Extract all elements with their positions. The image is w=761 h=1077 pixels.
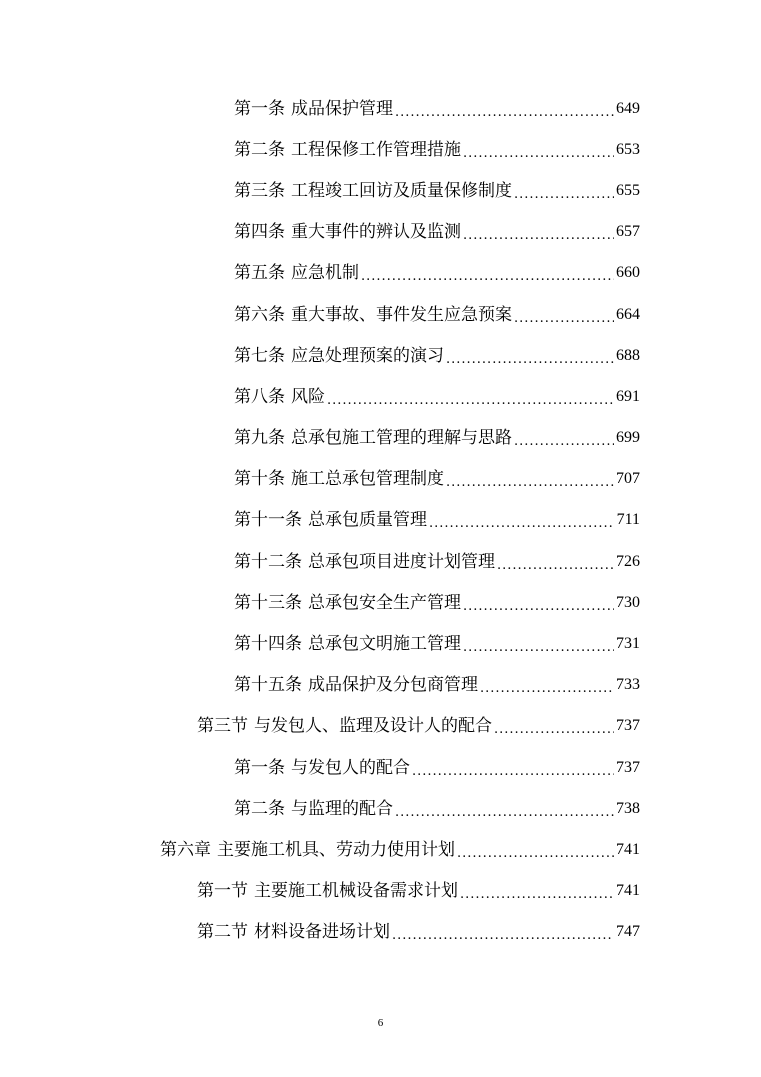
dot-leader — [463, 597, 614, 617]
toc-entry-page: 660 — [616, 264, 640, 282]
dot-leader — [395, 103, 614, 123]
toc-entry-title: 主要施工机具、劳动力使用计划 — [217, 839, 455, 860]
toc-entry-title: 材料设备进场计划 — [254, 922, 390, 943]
toc-entry-page: 730 — [616, 593, 640, 611]
dot-leader — [463, 144, 614, 164]
dot-leader — [412, 762, 614, 782]
toc-entry — [234, 335, 640, 376]
toc-entry-title: 施工总承包管理制度 — [291, 469, 444, 490]
toc-entry-page: 707 — [616, 470, 640, 488]
toc-entry-page: 737 — [616, 717, 640, 735]
toc-entry-number: 第六条 — [234, 304, 285, 325]
toc-entry — [234, 788, 640, 829]
dot-leader — [429, 514, 615, 534]
toc-entry-number: 第二节 — [197, 922, 248, 943]
toc-entry-page: 657 — [616, 223, 640, 241]
toc-entry-number: 第二条 — [234, 798, 285, 819]
toc-entry-number: 第十四条 — [234, 634, 302, 655]
toc-entry-page: 733 — [616, 676, 640, 694]
toc-entry-number: 第一条 — [234, 757, 285, 778]
toc-entry — [234, 623, 640, 664]
dot-leader — [446, 473, 614, 493]
toc-entry-title: 总承包文明施工管理 — [308, 634, 461, 655]
toc-entry-page: 691 — [616, 387, 640, 405]
toc-entry — [234, 376, 640, 417]
dot-leader — [395, 803, 614, 823]
toc-entry-title: 应急处理预案的演习 — [291, 345, 444, 366]
toc-entry — [234, 459, 640, 500]
dot-leader — [514, 432, 614, 452]
dot-leader — [463, 226, 614, 246]
toc-entry-number: 第五条 — [234, 263, 285, 284]
toc-entry-title: 与发包人的配合 — [291, 757, 410, 778]
toc-entry — [234, 170, 640, 211]
dot-leader — [514, 185, 614, 205]
toc-entry-title: 成品保护及分包商管理 — [308, 675, 478, 696]
toc-entry-title: 总承包施工管理的理解与思路 — [291, 428, 512, 449]
dot-leader — [494, 720, 614, 740]
dot-leader — [446, 350, 614, 370]
toc-entry-number: 第九条 — [234, 428, 285, 449]
toc-entry — [197, 706, 640, 747]
toc-entry-number: 第十二条 — [234, 551, 302, 572]
dot-leader — [514, 309, 614, 329]
toc-entry-title: 工程保修工作管理措施 — [291, 139, 461, 160]
toc-entry — [234, 500, 640, 541]
toc-entry-number: 第十条 — [234, 469, 285, 490]
toc-entry — [234, 212, 640, 253]
toc-entry — [234, 747, 640, 788]
table-of-contents — [0, 88, 761, 953]
toc-entry-number: 第十一条 — [234, 510, 302, 531]
page-number: 6 — [377, 1017, 384, 1029]
toc-entry-title: 风险 — [291, 386, 325, 407]
toc-entry-number: 第二条 — [234, 139, 285, 160]
dot-leader — [460, 885, 614, 905]
toc-entry-title: 应急机制 — [291, 263, 359, 284]
toc-entry-number: 第一节 — [197, 881, 248, 902]
toc-entry-number: 第六章 — [160, 839, 211, 860]
toc-entry-page: 655 — [616, 181, 640, 199]
toc-entry — [234, 541, 640, 582]
toc-entry-number: 第三条 — [234, 180, 285, 201]
toc-entry — [234, 418, 640, 459]
toc-entry-page: 653 — [616, 140, 640, 158]
toc-entry-page: 737 — [616, 758, 640, 776]
toc-entry-number: 第一条 — [234, 98, 285, 119]
dot-leader — [392, 926, 614, 946]
dot-leader — [480, 679, 614, 699]
toc-entry-title: 主要施工机械设备需求计划 — [254, 881, 458, 902]
dot-leader — [497, 556, 614, 576]
toc-entry-title: 与发包人、监理及设计人的配合 — [254, 716, 492, 737]
toc-entry — [160, 829, 640, 870]
toc-entry-number: 第十三条 — [234, 592, 302, 613]
toc-entry-number: 第十五条 — [234, 675, 302, 696]
toc-entry — [197, 871, 640, 912]
toc-entry-page: 664 — [616, 305, 640, 323]
toc-entry — [234, 253, 640, 294]
toc-entry-number: 第八条 — [234, 386, 285, 407]
toc-entry-page: 731 — [616, 635, 640, 653]
toc-entry — [234, 129, 640, 170]
toc-entry-title: 成品保护管理 — [291, 98, 393, 119]
toc-entry — [197, 912, 640, 953]
toc-entry-page: 741 — [616, 882, 640, 900]
toc-entry-page: 699 — [616, 429, 640, 447]
dot-leader — [361, 267, 614, 287]
toc-entry — [234, 88, 640, 129]
toc-entry — [234, 294, 640, 335]
toc-entry-title: 重大事故、事件发生应急预案 — [291, 304, 512, 325]
toc-entry-number: 第四条 — [234, 222, 285, 243]
toc-entry — [234, 665, 640, 706]
dot-leader — [457, 844, 614, 864]
toc-entry-number: 第七条 — [234, 345, 285, 366]
toc-entry-number: 第三节 — [197, 716, 248, 737]
toc-entry — [234, 582, 640, 623]
toc-entry-title: 总承包安全生产管理 — [308, 592, 461, 613]
toc-entry-page: 726 — [616, 552, 640, 570]
toc-entry-title: 总承包项目进度计划管理 — [308, 551, 495, 572]
dot-leader — [327, 391, 614, 411]
dot-leader — [463, 638, 614, 658]
toc-entry-page: 738 — [616, 799, 640, 817]
toc-entry-title: 工程竣工回访及质量保修制度 — [291, 180, 512, 201]
toc-entry-title: 总承包质量管理 — [308, 510, 427, 531]
toc-entry-title: 与监理的配合 — [291, 798, 393, 819]
toc-entry-title: 重大事件的辨认及监测 — [291, 222, 461, 243]
toc-entry-page: 747 — [616, 923, 640, 941]
toc-entry-page: 741 — [616, 840, 640, 858]
toc-entry-page: 711 — [616, 511, 640, 529]
toc-entry-page: 688 — [616, 346, 640, 364]
toc-entry-page: 649 — [616, 99, 640, 117]
